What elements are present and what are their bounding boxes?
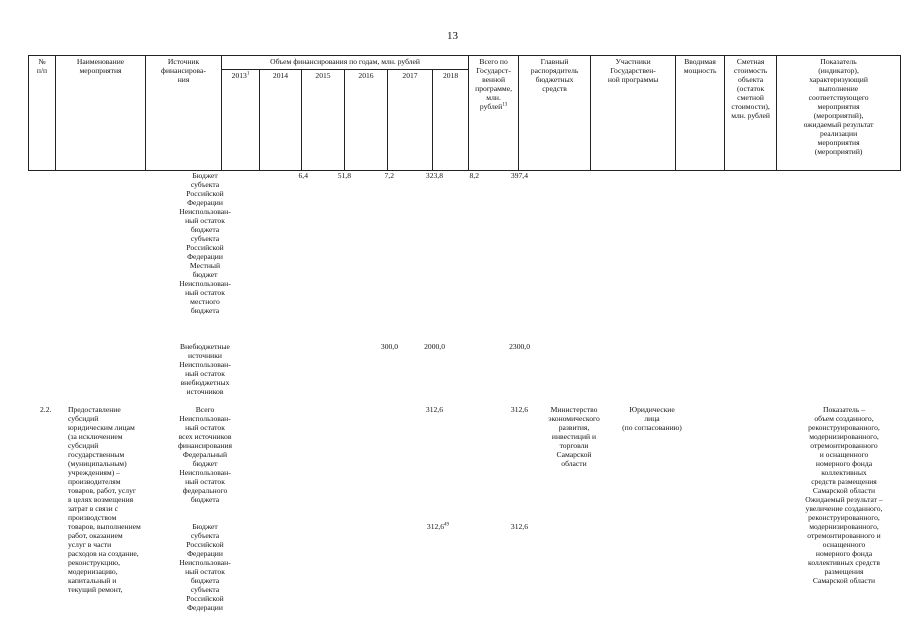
- header-chief-manager: Главный распорядитель бюджетных средств: [519, 56, 591, 171]
- page-number: 13: [447, 30, 458, 42]
- item-value-2017-total: 312,6: [425, 405, 443, 414]
- header-name: Наименование мероприятия: [56, 56, 146, 171]
- header-capacity: Вводимая мощность: [676, 56, 725, 171]
- header-indicator: Показатель (индикатор), характеризующий выполнение соответствующего мероприятия (мероприятий), ожидаемый результат реализации мероприятия (мероприятий): [777, 56, 901, 171]
- item-source-unused-federal: Неиспользован- ный остаток федерального бюджета: [179, 468, 231, 504]
- item-chief-manager: Министерство экономического развития, инвестиций и торговли Самарской области: [548, 405, 600, 468]
- item-source-total: Всего: [195, 405, 215, 414]
- value-2016-offbudget: 300,0: [380, 342, 398, 351]
- header-year-2017: 2017: [388, 70, 433, 171]
- item-value-total: 312,6: [510, 405, 528, 414]
- source-budget-subject: Бюджет субъекта Российской Федерации: [186, 171, 224, 207]
- header-year-2013: 2013$^1$: [222, 70, 260, 171]
- source-unused-local: Неиспользован- ный остаток местного бюджета: [179, 279, 231, 315]
- source-unused-subject: Неиспользован- ный остаток бюджета субъекта Российской Федерации: [179, 207, 231, 261]
- header-estimate: Сметная стоимость объекта (остаток сметной стоимости), млн. рублей: [725, 56, 777, 171]
- item-name: Предоставление субсидий юридическим лицам (за исключением субсидий государственным (муниципальным) учреждениям) – производителям товаров, работ, услуг в целях возмещения затрат в связи с производством товаров, выполнением работ, оказанием услуг в части расходов на создание, реконструкцию, модернизацию, капитальный и текущий ремонт,: [68, 405, 141, 594]
- item-source-federal: Федеральный бюджет: [182, 450, 228, 468]
- value-2017-offbudget: 2000,0: [424, 342, 445, 351]
- header-volume: Объем финансирования по годам, млн. рублей: [222, 56, 469, 70]
- value-total-budget: 397,4: [510, 171, 528, 180]
- value-total-offbudget: 2300,0: [509, 342, 530, 351]
- table-header: [28, 55, 901, 171]
- source-local: Местный бюджет: [189, 261, 221, 279]
- source-unused-offbudget: Неиспользован- ный остаток внебюджетных источников: [179, 360, 231, 396]
- value-2014-budget: 6,4: [298, 171, 308, 180]
- item-number: 2.2.: [40, 405, 52, 414]
- item-source-unused-all: Неиспользован- ный остаток всех источников финансирования: [178, 414, 232, 450]
- item-value-total-budget: 312,6: [510, 522, 528, 531]
- header-source: Источник финансирова- ния: [146, 56, 222, 171]
- item-source-budget-subject: Бюджет субъекта Российской Федерации: [186, 522, 224, 558]
- header-participants: Участники Государствен- ной программы: [591, 56, 676, 171]
- value-2016-budget: 7,2: [384, 171, 394, 180]
- value-2015-budget: 51,8: [337, 171, 351, 180]
- header-year-2016: 2016: [345, 70, 388, 171]
- header-total: Всего по Государст- венной программе, млн. рублей$^{13}$: [469, 56, 519, 171]
- header-year-2014: 2014: [260, 70, 302, 171]
- item-indicator: Показатель – объем созданного, реконструированного, модернизированного, отремонтированного и оснащенного номерного фонда коллективных средств размещения Самарской области Ожидаемый результат – увеличение созданного, реконструированного, модернизированного, отремонтированного и оснащенного номерного фонда коллективных средств размещения Самарской области: [805, 405, 883, 585]
- header-year-2015: 2015: [302, 70, 345, 171]
- value-2017-budget: 323,8: [425, 171, 443, 180]
- item-source-unused-subject: Неиспользован- ный остаток бюджета субъекта Российской Федерации: [179, 558, 231, 612]
- item-participants: Юридические лица (по согласованию): [622, 405, 682, 432]
- header-num: № п/п: [29, 56, 56, 171]
- value-2018-budget: 8,2: [469, 171, 479, 180]
- header-year-2018: 2018: [433, 70, 469, 171]
- item-value-2017-budget: 312,6$^{49}$: [426, 522, 449, 531]
- source-offbudget: Внебюджетные источники: [180, 342, 230, 360]
